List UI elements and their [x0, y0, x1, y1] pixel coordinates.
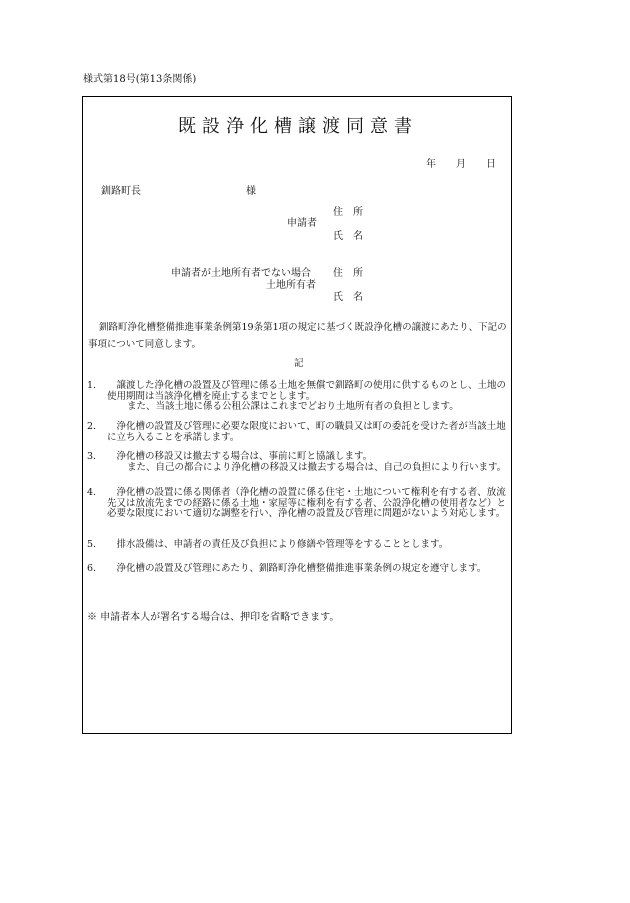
- item-number: 1.: [87, 380, 97, 391]
- item-text: 浄化槽の移設又は撤去する場合は、事前に町と協議します。: [107, 451, 373, 462]
- item-text: 譲渡した浄化槽の設置及び管理に係る土地を無償で釧路町の使用に供するものとし、土地の使用期間は当該浄化槽を廃止するまでとします。: [107, 380, 507, 402]
- list-item: [87, 381, 507, 413]
- applicant-address-label: 住 所: [333, 207, 363, 218]
- item-number: 2.: [87, 421, 97, 432]
- item-text: 浄化槽の設置及び管理に必要な限度において、町の職員又は町の委託を受けた者が当該土地に立ち入ることを承諾します。: [107, 421, 506, 443]
- item-number: 5.: [87, 539, 97, 550]
- item-text: 浄化槽の設置に係る関係者（浄化槽の設置に係る住宅・土地について権利を有する者、放流先又は放流先までの経路に係る土地・家屋等に権利を有する者、公設浄化槽の使用者など）と必要な限度において適切な調整を行い、浄化槽の設置及び管理に問題がないよう対応します。: [107, 487, 507, 519]
- applicant-name-label: 氏 名: [333, 231, 363, 242]
- landowner-condition-label: 申請者が土地所有者でない場合: [171, 268, 311, 279]
- applicant-label: 申請者: [287, 218, 317, 229]
- ki-heading: 記: [294, 358, 304, 369]
- item-extra: また、自己の都合により浄化槽の移設又は撤去する場合は、自己の負担により行います。: [127, 461, 507, 473]
- list-item: [87, 564, 507, 575]
- form-number: 様式第18号(第13条関係): [83, 74, 197, 85]
- form-frame: [82, 96, 512, 734]
- date-day-label: 日: [486, 159, 496, 170]
- list-item: [87, 422, 507, 443]
- addressee-name: 釧路町長: [101, 186, 141, 197]
- item-number: 3.: [87, 451, 97, 462]
- date-year-label: 年: [426, 159, 436, 170]
- date-month-label: 月: [456, 159, 466, 170]
- addressee-honorific: 様: [246, 186, 256, 197]
- landowner-label: 土地所有者: [266, 280, 316, 291]
- item-number: 6.: [87, 563, 97, 574]
- list-item: [87, 488, 507, 520]
- footnote: ※ 申請者本人が署名する場合は、押印を省略できます。: [87, 612, 340, 623]
- document-title: 既設浄化槽譲渡同意書: [178, 116, 418, 137]
- item-number: 4.: [87, 487, 97, 498]
- landowner-address-label: 住 所: [333, 268, 363, 279]
- item-text: 排水設備は、申請者の責任及び負担により修繕や管理等をすることとします。: [107, 539, 449, 550]
- list-item: [87, 452, 507, 473]
- landowner-name-label: 氏 名: [333, 292, 363, 303]
- item-extra: また、当該土地に係る公租公課はこれまでどおり土地所有者の負担とします。: [127, 401, 459, 412]
- intro-paragraph: 釧路町浄化槽整備推進事業条例第19条第1項の規定に基づく既設浄化槽の譲渡にあたり、下記の事項について同意します。: [88, 322, 507, 350]
- list-item: [87, 540, 507, 551]
- item-text: 浄化槽の設置及び管理にあたり、釧路町浄化槽整備推進事業条例の規定を遵守します。: [107, 563, 487, 574]
